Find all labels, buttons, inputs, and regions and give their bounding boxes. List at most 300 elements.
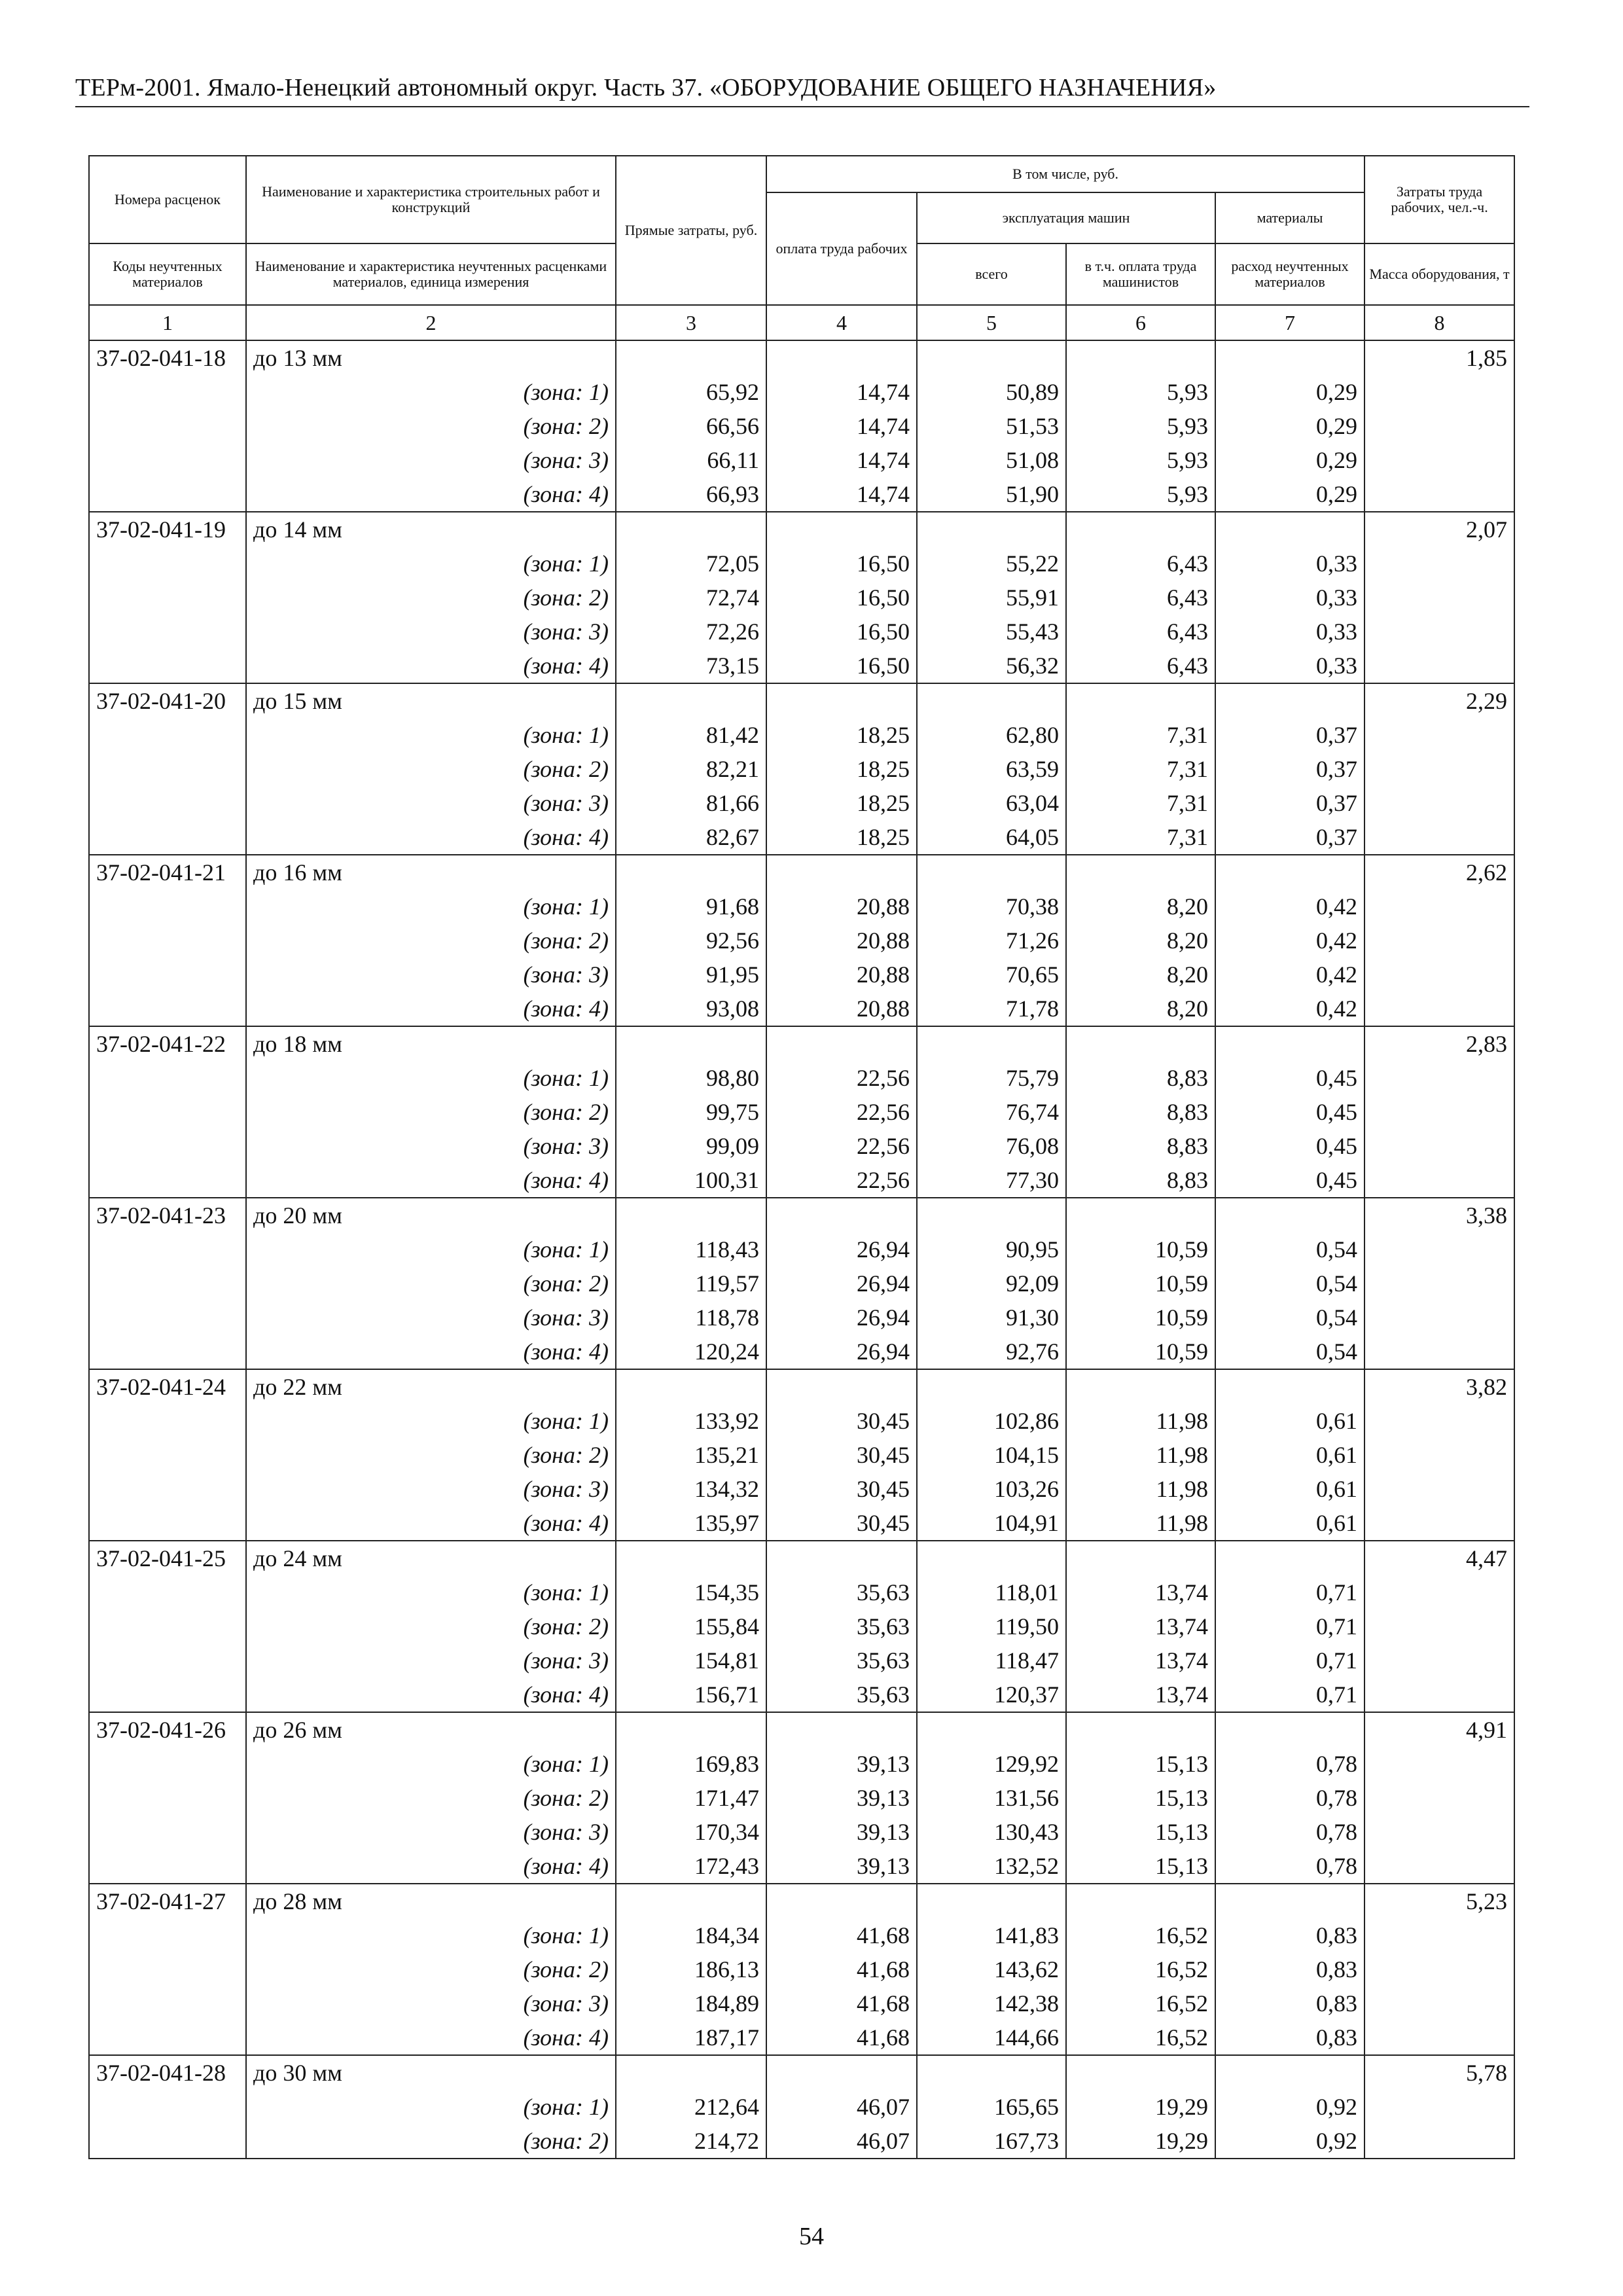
machine-total-value: 62,80 [917, 718, 1066, 752]
empty-cell [89, 375, 246, 409]
operators-pay-value: 6,43 [1066, 581, 1215, 615]
empty-cell [89, 477, 246, 512]
machine-total-value: 118,01 [917, 1575, 1066, 1609]
empty-cell [1066, 512, 1215, 547]
operators-pay-value: 7,31 [1066, 718, 1215, 752]
zone-label: (зона: 3) [246, 1472, 616, 1506]
empty-cell [89, 1849, 246, 1884]
materials-value: 0,33 [1215, 615, 1364, 649]
empty-cell [917, 1369, 1066, 1404]
empty-cell [1364, 1986, 1514, 2020]
labor-pay-value: 22,56 [766, 1095, 917, 1129]
machine-total-value: 142,38 [917, 1986, 1066, 2020]
direct-costs-value: 171,47 [616, 1781, 766, 1815]
direct-costs-value: 91,95 [616, 958, 766, 992]
empty-cell [1215, 683, 1364, 718]
empty-cell [89, 1677, 246, 1712]
machine-total-value: 103,26 [917, 1472, 1066, 1506]
direct-costs-value: 66,56 [616, 409, 766, 443]
empty-cell [89, 924, 246, 958]
machine-total-value: 90,95 [917, 1232, 1066, 1266]
operators-pay-value: 15,13 [1066, 1815, 1215, 1849]
machine-total-value: 56,32 [917, 649, 1066, 683]
operators-pay-value: 8,20 [1066, 958, 1215, 992]
labor-pay-value: 14,74 [766, 409, 917, 443]
empty-cell [89, 1952, 246, 1986]
direct-costs-value: 118,78 [616, 1300, 766, 1335]
empty-cell [1364, 443, 1514, 477]
empty-cell [1364, 786, 1514, 820]
rate-row [89, 1026, 1514, 1061]
zone-label: (зона: 4) [246, 477, 616, 512]
empty-cell [1364, 1404, 1514, 1438]
operators-pay-value: 8,20 [1066, 924, 1215, 958]
direct-costs-value: 72,05 [616, 547, 766, 581]
header-unaccounted-materials: расход неучтенных материалов [1215, 243, 1364, 305]
empty-cell [1364, 2090, 1514, 2124]
zone-row [89, 1335, 1514, 1369]
machine-total-value: 77,30 [917, 1163, 1066, 1198]
direct-costs-value: 82,21 [616, 752, 766, 786]
empty-cell [1215, 855, 1364, 889]
zone-label: (зона: 1) [246, 1232, 616, 1266]
machine-total-value: 50,89 [917, 375, 1066, 409]
empty-cell [1364, 992, 1514, 1026]
labor-pay-value: 20,88 [766, 958, 917, 992]
empty-cell [1364, 1575, 1514, 1609]
header-material-codes: Коды неучтенных материалов [89, 243, 246, 305]
empty-cell [89, 547, 246, 581]
labor-pay-value: 41,68 [766, 1986, 917, 2020]
machine-total-value: 55,22 [917, 547, 1066, 581]
zone-row [89, 2124, 1514, 2159]
rate-code: 37-02-041-20 [89, 683, 246, 718]
rate-code: 37-02-041-28 [89, 2055, 246, 2090]
zone-row [89, 1643, 1514, 1677]
empty-cell [1066, 1712, 1215, 1747]
materials-value: 0,42 [1215, 992, 1364, 1026]
zone-label: (зона: 2) [246, 1781, 616, 1815]
zone-row [89, 752, 1514, 786]
direct-costs-value: 184,34 [616, 1918, 766, 1952]
machine-total-value: 141,83 [917, 1918, 1066, 1952]
direct-costs-value: 186,13 [616, 1952, 766, 1986]
rate-code: 37-02-041-25 [89, 1541, 246, 1575]
operators-pay-value: 10,59 [1066, 1335, 1215, 1369]
direct-costs-value: 81,66 [616, 786, 766, 820]
empty-cell [1364, 1335, 1514, 1369]
direct-costs-value: 98,80 [616, 1061, 766, 1095]
empty-cell [1215, 1884, 1364, 1918]
empty-cell [616, 1541, 766, 1575]
zone-row [89, 547, 1514, 581]
zone-row [89, 1849, 1514, 1884]
materials-value: 0,33 [1215, 649, 1364, 683]
materials-value: 0,61 [1215, 1506, 1364, 1541]
empty-cell [1364, 1747, 1514, 1781]
rate-name: до 24 мм [246, 1541, 616, 1575]
empty-cell [1364, 409, 1514, 443]
materials-value: 0,37 [1215, 786, 1364, 820]
zone-row [89, 1781, 1514, 1815]
operators-pay-value: 16,52 [1066, 1952, 1215, 1986]
materials-value: 0,33 [1215, 581, 1364, 615]
materials-value: 0,42 [1215, 889, 1364, 924]
materials-value: 0,71 [1215, 1677, 1364, 1712]
header-labor-pay: оплата труда рабочих [766, 192, 917, 305]
machine-total-value: 51,08 [917, 443, 1066, 477]
machine-total-value: 75,79 [917, 1061, 1066, 1095]
empty-cell [1364, 1232, 1514, 1266]
zone-label: (зона: 3) [246, 1129, 616, 1163]
direct-costs-value: 73,15 [616, 649, 766, 683]
operators-pay-value: 11,98 [1066, 1506, 1215, 1541]
column-number: 4 [766, 305, 917, 340]
empty-cell [1364, 1506, 1514, 1541]
empty-cell [89, 1609, 246, 1643]
empty-cell [1215, 1541, 1364, 1575]
empty-cell [1364, 889, 1514, 924]
empty-cell [766, 1541, 917, 1575]
empty-cell [89, 2020, 246, 2055]
equipment-mass: 2,62 [1364, 855, 1514, 889]
rate-code: 37-02-041-24 [89, 1369, 246, 1404]
direct-costs-value: 118,43 [616, 1232, 766, 1266]
zone-label: (зона: 3) [246, 615, 616, 649]
header-labor-costs: Затраты труда рабочих, чел.-ч. [1364, 156, 1514, 243]
table-header [89, 156, 1514, 340]
empty-cell [89, 1918, 246, 1952]
header-direct-costs: Прямые затраты, руб. [616, 156, 766, 305]
zone-label: (зона: 2) [246, 752, 616, 786]
header-machine-operation: эксплуатация машин [917, 192, 1215, 243]
column-number: 7 [1215, 305, 1364, 340]
zone-row [89, 375, 1514, 409]
empty-cell [766, 1884, 917, 1918]
direct-costs-value: 184,89 [616, 1986, 766, 2020]
empty-cell [1364, 375, 1514, 409]
zone-label: (зона: 1) [246, 1747, 616, 1781]
empty-cell [1066, 683, 1215, 718]
page-header: ТЕРм-2001. Ямало-Ненецкий автономный округ. Часть 37. «ОБОРУДОВАНИЕ ОБЩЕГО НАЗНАЧЕНИЯ» [75, 74, 1217, 101]
machine-total-value: 131,56 [917, 1781, 1066, 1815]
zone-row [89, 1438, 1514, 1472]
equipment-mass: 4,91 [1364, 1712, 1514, 1747]
zone-label: (зона: 4) [246, 2020, 616, 2055]
operators-pay-value: 8,83 [1066, 1163, 1215, 1198]
operators-pay-value: 8,83 [1066, 1095, 1215, 1129]
empty-cell [1364, 1129, 1514, 1163]
rate-name: до 26 мм [246, 1712, 616, 1747]
empty-cell [766, 1369, 917, 1404]
empty-cell [89, 786, 246, 820]
rate-row [89, 855, 1514, 889]
empty-cell [1215, 2055, 1364, 2090]
zone-label: (зона: 2) [246, 2124, 616, 2159]
labor-pay-value: 16,50 [766, 547, 917, 581]
empty-cell [1364, 2020, 1514, 2055]
rate-name: до 28 мм [246, 1884, 616, 1918]
zone-label: (зона: 2) [246, 1095, 616, 1129]
zone-label: (зона: 1) [246, 1404, 616, 1438]
materials-value: 0,42 [1215, 924, 1364, 958]
materials-value: 0,78 [1215, 1815, 1364, 1849]
labor-pay-value: 26,94 [766, 1266, 917, 1300]
labor-pay-value: 26,94 [766, 1300, 917, 1335]
empty-cell [766, 512, 917, 547]
operators-pay-value: 13,74 [1066, 1609, 1215, 1643]
zone-label: (зона: 3) [246, 786, 616, 820]
empty-cell [917, 855, 1066, 889]
column-number: 6 [1066, 305, 1215, 340]
empty-cell [89, 1815, 246, 1849]
zone-row [89, 1472, 1514, 1506]
direct-costs-value: 172,43 [616, 1849, 766, 1884]
zone-row [89, 1129, 1514, 1163]
zone-label: (зона: 4) [246, 1335, 616, 1369]
empty-cell [616, 2055, 766, 2090]
zone-row [89, 1404, 1514, 1438]
empty-cell [1364, 1643, 1514, 1677]
zone-row [89, 820, 1514, 855]
labor-pay-value: 30,45 [766, 1472, 917, 1506]
labor-pay-value: 41,68 [766, 2020, 917, 2055]
empty-cell [1364, 1849, 1514, 1884]
empty-cell [1066, 2055, 1215, 2090]
empty-cell [89, 615, 246, 649]
zone-row [89, 924, 1514, 958]
machine-total-value: 102,86 [917, 1404, 1066, 1438]
header-rate-numbers: Номера расценок [89, 156, 246, 243]
operators-pay-value: 16,52 [1066, 1918, 1215, 1952]
empty-cell [1364, 581, 1514, 615]
empty-cell [1364, 1438, 1514, 1472]
zone-row [89, 1061, 1514, 1095]
empty-cell [1364, 958, 1514, 992]
machine-total-value: 70,38 [917, 889, 1066, 924]
zone-row [89, 1677, 1514, 1712]
materials-value: 0,29 [1215, 375, 1364, 409]
labor-pay-value: 16,50 [766, 581, 917, 615]
zone-row [89, 1266, 1514, 1300]
zone-label: (зона: 2) [246, 1952, 616, 1986]
empty-cell [917, 512, 1066, 547]
column-number: 1 [89, 305, 246, 340]
direct-costs-value: 81,42 [616, 718, 766, 752]
machine-total-value: 92,09 [917, 1266, 1066, 1300]
labor-pay-value: 16,50 [766, 615, 917, 649]
direct-costs-value: 66,11 [616, 443, 766, 477]
machine-total-value: 119,50 [917, 1609, 1066, 1643]
empty-cell [89, 1300, 246, 1335]
machine-total-value: 130,43 [917, 1815, 1066, 1849]
labor-pay-value: 18,25 [766, 718, 917, 752]
direct-costs-value: 72,74 [616, 581, 766, 615]
zone-label: (зона: 1) [246, 889, 616, 924]
rate-code: 37-02-041-23 [89, 1198, 246, 1232]
empty-cell [89, 2090, 246, 2124]
empty-cell [1364, 1609, 1514, 1643]
zone-row [89, 1918, 1514, 1952]
direct-costs-value: 92,56 [616, 924, 766, 958]
empty-cell [917, 340, 1066, 375]
empty-cell [766, 2055, 917, 2090]
header-materials: материалы [1215, 192, 1364, 243]
empty-cell [89, 820, 246, 855]
materials-value: 0,83 [1215, 1952, 1364, 1986]
materials-value: 0,45 [1215, 1129, 1364, 1163]
empty-cell [616, 1712, 766, 1747]
machine-total-value: 104,15 [917, 1438, 1066, 1472]
empty-cell [1364, 924, 1514, 958]
labor-pay-value: 20,88 [766, 889, 917, 924]
materials-value: 0,33 [1215, 547, 1364, 581]
zone-row [89, 581, 1514, 615]
operators-pay-value: 19,29 [1066, 2090, 1215, 2124]
zone-label: (зона: 1) [246, 1061, 616, 1095]
operators-pay-value: 13,74 [1066, 1643, 1215, 1677]
empty-cell [89, 409, 246, 443]
empty-cell [1364, 1815, 1514, 1849]
empty-cell [89, 2124, 246, 2159]
materials-value: 0,29 [1215, 409, 1364, 443]
empty-cell [1066, 1541, 1215, 1575]
empty-cell [1215, 1712, 1364, 1747]
operators-pay-value: 6,43 [1066, 547, 1215, 581]
machine-total-value: 92,76 [917, 1335, 1066, 1369]
rate-name: до 14 мм [246, 512, 616, 547]
labor-pay-value: 18,25 [766, 820, 917, 855]
zone-label: (зона: 2) [246, 924, 616, 958]
empty-cell [616, 683, 766, 718]
rate-code: 37-02-041-21 [89, 855, 246, 889]
zone-label: (зона: 2) [246, 1438, 616, 1472]
empty-cell [89, 1335, 246, 1369]
zone-row [89, 1952, 1514, 1986]
empty-cell [89, 992, 246, 1026]
empty-cell [89, 1472, 246, 1506]
header-work-name: Наименование и характеристика строительных работ и конструкций [246, 156, 616, 243]
direct-costs-value: 170,34 [616, 1815, 766, 1849]
machine-total-value: 51,90 [917, 477, 1066, 512]
empty-cell [89, 581, 246, 615]
operators-pay-value: 10,59 [1066, 1232, 1215, 1266]
materials-value: 0,54 [1215, 1335, 1364, 1369]
direct-costs-value: 187,17 [616, 2020, 766, 2055]
empty-cell [89, 718, 246, 752]
empty-cell [1364, 1952, 1514, 1986]
rate-name: до 13 мм [246, 340, 616, 375]
rate-row [89, 1712, 1514, 1747]
column-number: 3 [616, 305, 766, 340]
rate-code: 37-02-041-18 [89, 340, 246, 375]
equipment-mass: 1,85 [1364, 340, 1514, 375]
materials-value: 0,61 [1215, 1472, 1364, 1506]
direct-costs-value: 72,26 [616, 615, 766, 649]
rates-table-container [88, 155, 1514, 2159]
empty-cell [89, 1781, 246, 1815]
operators-pay-value: 8,83 [1066, 1129, 1215, 1163]
empty-cell [89, 1404, 246, 1438]
machine-total-value: 167,73 [917, 2124, 1066, 2159]
zone-row [89, 1506, 1514, 1541]
empty-cell [616, 512, 766, 547]
empty-cell [1364, 1095, 1514, 1129]
empty-cell [1066, 855, 1215, 889]
direct-costs-value: 133,92 [616, 1404, 766, 1438]
machine-total-value: 51,53 [917, 409, 1066, 443]
machine-total-value: 71,26 [917, 924, 1066, 958]
labor-pay-value: 41,68 [766, 1918, 917, 1952]
zone-label: (зона: 4) [246, 820, 616, 855]
machine-total-value: 70,65 [917, 958, 1066, 992]
empty-cell [616, 855, 766, 889]
materials-value: 0,83 [1215, 2020, 1364, 2055]
rate-row [89, 1198, 1514, 1232]
rate-row [89, 340, 1514, 375]
operators-pay-value: 5,93 [1066, 443, 1215, 477]
empty-cell [89, 752, 246, 786]
empty-cell [89, 1163, 246, 1198]
machine-total-value: 63,59 [917, 752, 1066, 786]
rate-name: до 16 мм [246, 855, 616, 889]
machine-total-value: 76,08 [917, 1129, 1066, 1163]
zone-row [89, 1232, 1514, 1266]
rate-name: до 18 мм [246, 1026, 616, 1061]
empty-cell [1364, 547, 1514, 581]
direct-costs-value: 93,08 [616, 992, 766, 1026]
direct-costs-value: 134,32 [616, 1472, 766, 1506]
zone-label: (зона: 1) [246, 1918, 616, 1952]
machine-total-value: 129,92 [917, 1747, 1066, 1781]
zone-label: (зона: 2) [246, 581, 616, 615]
materials-value: 0,29 [1215, 477, 1364, 512]
machine-total-value: 76,74 [917, 1095, 1066, 1129]
labor-pay-value: 16,50 [766, 649, 917, 683]
direct-costs-value: 100,31 [616, 1163, 766, 1198]
operators-pay-value: 7,31 [1066, 752, 1215, 786]
direct-costs-value: 65,92 [616, 375, 766, 409]
empty-cell [89, 958, 246, 992]
zone-row [89, 958, 1514, 992]
machine-total-value: 104,91 [917, 1506, 1066, 1541]
empty-cell [89, 1643, 246, 1677]
labor-pay-value: 14,74 [766, 477, 917, 512]
zone-label: (зона: 1) [246, 375, 616, 409]
operators-pay-value: 5,93 [1066, 375, 1215, 409]
empty-cell [1364, 1677, 1514, 1712]
empty-cell [616, 1026, 766, 1061]
materials-value: 0,71 [1215, 1643, 1364, 1677]
materials-value: 0,61 [1215, 1438, 1364, 1472]
materials-value: 0,37 [1215, 752, 1364, 786]
direct-costs-value: 212,64 [616, 2090, 766, 2124]
zone-label: (зона: 3) [246, 1815, 616, 1849]
zone-label: (зона: 4) [246, 992, 616, 1026]
labor-pay-value: 18,25 [766, 786, 917, 820]
empty-cell [89, 443, 246, 477]
zone-row [89, 1609, 1514, 1643]
materials-value: 0,45 [1215, 1095, 1364, 1129]
direct-costs-value: 154,35 [616, 1575, 766, 1609]
operators-pay-value: 6,43 [1066, 649, 1215, 683]
empty-cell [89, 1575, 246, 1609]
labor-pay-value: 35,63 [766, 1575, 917, 1609]
labor-pay-value: 39,13 [766, 1781, 917, 1815]
empty-cell [616, 1369, 766, 1404]
rate-row [89, 1541, 1514, 1575]
direct-costs-value: 214,72 [616, 2124, 766, 2159]
